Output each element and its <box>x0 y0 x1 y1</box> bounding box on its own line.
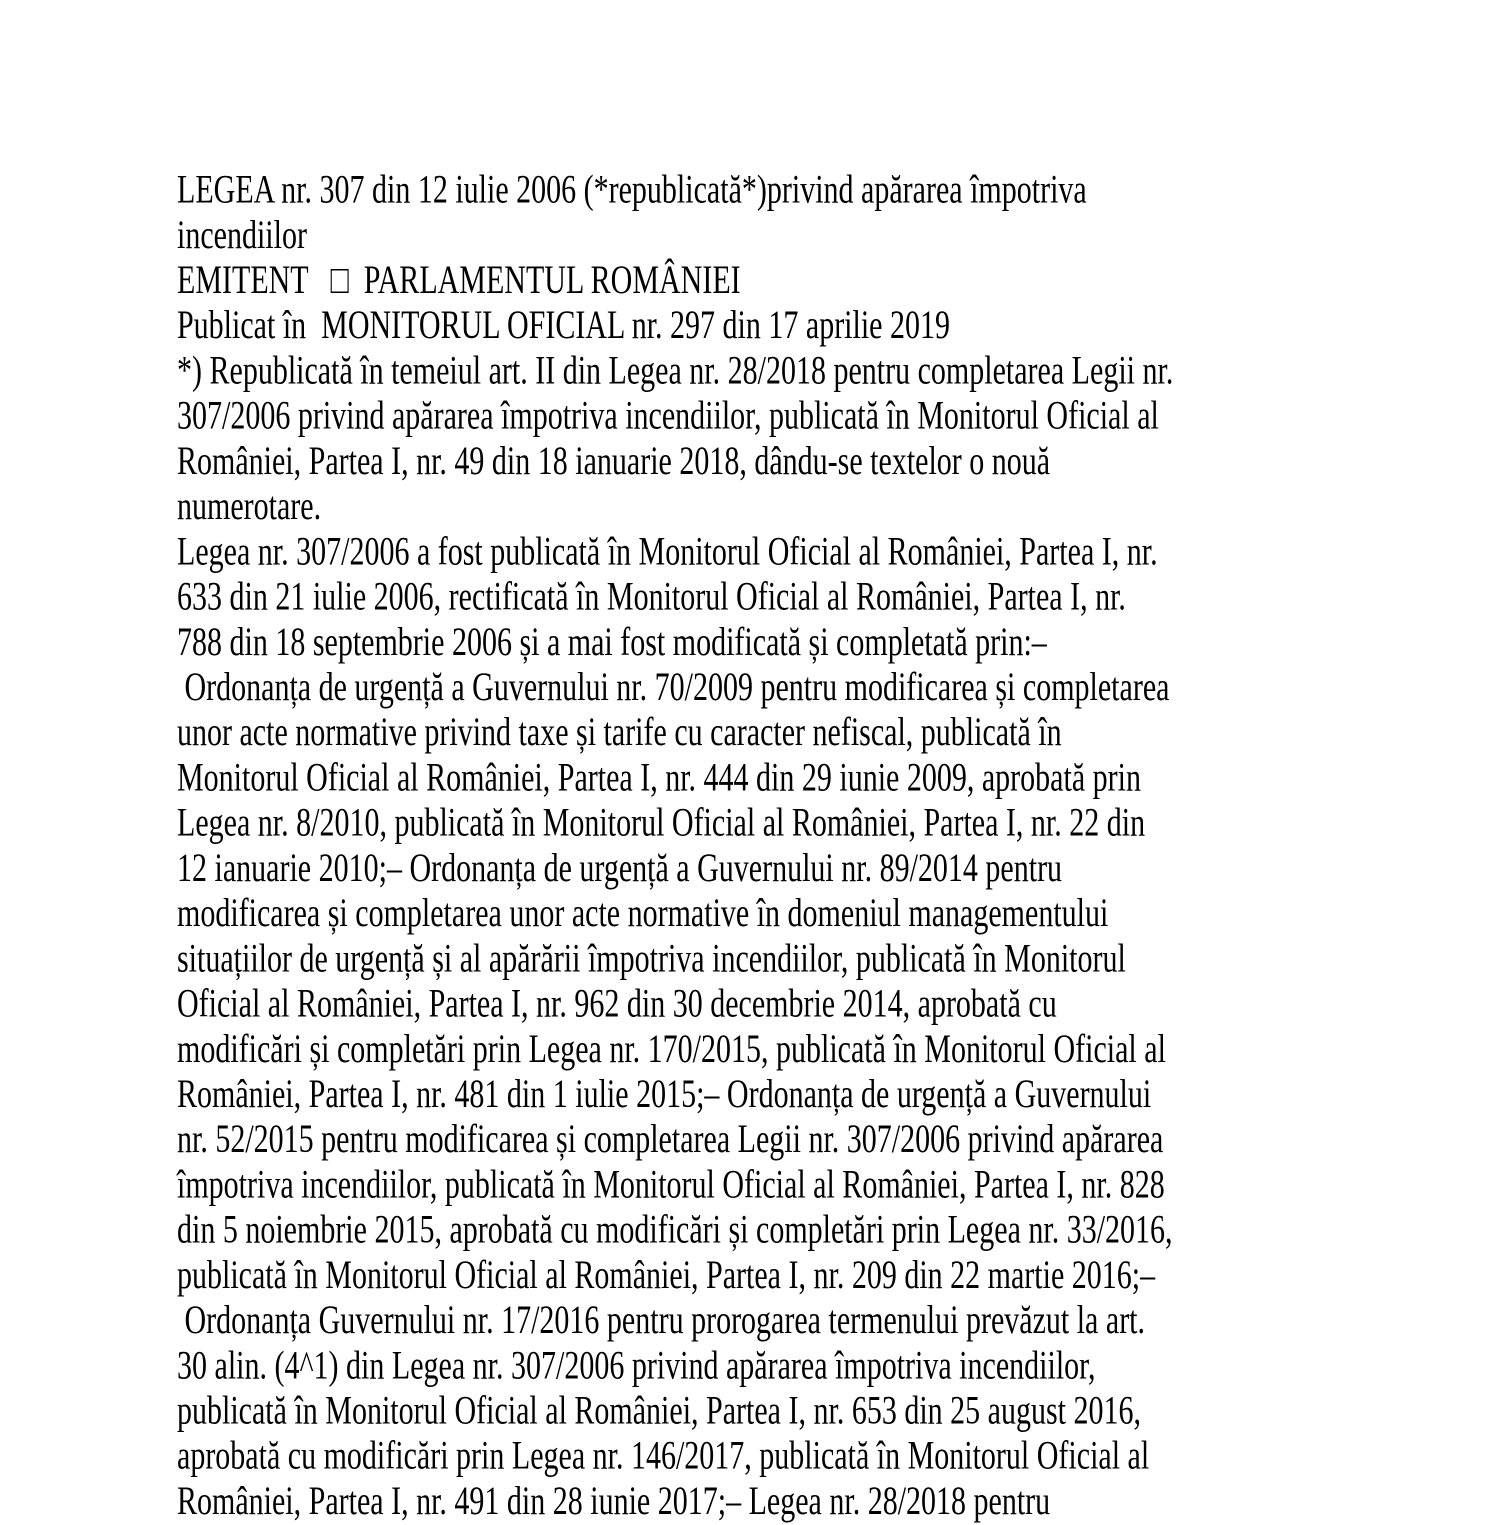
text-line: Ordonanța de urgență a Guvernului nr. 70/2009 pentru modificarea și completarea <box>177 665 1170 710</box>
text-line: 633 din 21 iulie 2006, rectificată în Monitorul Oficial al României, Partea I, nr. <box>177 574 1126 619</box>
text-line: incendiilor <box>177 213 307 258</box>
text-line: publicată în Monitorul Oficial al României, Partea I, nr. 653 din 25 august 2016, <box>177 1388 1141 1433</box>
text-line: Legea nr. 307/2006 a fost publicată în Monitorul Oficial al României, Partea I, nr. <box>177 529 1158 574</box>
text-line: numerotare. <box>177 484 322 529</box>
text-line: Legea nr. 8/2010, publicată în Monitorul Oficial al României, Partea I, nr. 22 din <box>177 801 1146 845</box>
text-line: României, Partea I, nr. 49 din 18 ianuarie 2018, dându-se textelor o nouă <box>177 439 1051 484</box>
text-line: aprobată cu modificări prin Legea nr. 146/2017, publicată în Monitorul Oficial al <box>177 1434 1150 1479</box>
text-line: modificarea și completarea unor acte normative în domeniul managementului <box>177 891 1109 936</box>
text-line: LEGEA nr. 307 din 12 iulie 2006 (*republicată*)privind apărarea împotriva <box>177 168 1087 212</box>
text-line: 307/2006 privind apărarea împotriva incendiilor, publicată în Monitorul Oficial al <box>177 394 1159 438</box>
text-line: 788 din 18 septembrie 2006 și a mai fost modificată și completată prin:– <box>177 620 1047 665</box>
text-line: *) Republicată în temeiul art. II din Legea nr. 28/2018 pentru completarea Legii nr. <box>177 348 1174 393</box>
text-line: 30 alin. (4^1) din Legea nr. 307/2006 privind apărarea împotriva incendiilor, <box>177 1343 1096 1388</box>
text-line: nr. 52/2015 pentru modificarea și completarea Legii nr. 307/2006 privind apărarea <box>177 1117 1164 1162</box>
text-line: Oficial al României, Partea I, nr. 962 din 30 decembrie 2014, aprobată cu <box>177 981 1057 1026</box>
text-line: unor acte normative privind taxe și tarife cu caracter nefiscal, publicată în <box>177 710 1062 755</box>
text-line: Ordonanța Guvernului nr. 17/2016 pentru prorogarea termenului prevăzut la art. <box>177 1298 1146 1343</box>
text-line: situațiilor de urgență și al apărării împotriva incendiilor, publicată în Monitorul <box>177 936 1126 981</box>
text-line: din 5 noiembrie 2015, aprobată cu modificări și completări prin Legea nr. 33/2016, <box>177 1208 1173 1252</box>
text-line: publicată în Monitorul Oficial al României, Partea I, nr. 209 din 22 martie 2016;– <box>177 1253 1156 1298</box>
text-line: 12 ianuarie 2010;– Ordonanța de urgență a Guvernului nr. 89/2014 pentru <box>177 846 1063 891</box>
text-line: Publicat în MONITORUL OFICIAL nr. 297 din 17 aprilie 2019 <box>177 303 950 348</box>
text-line: modificări și completări prin Legea nr. 170/2015, publicată în Monitorul Oficial al <box>177 1027 1166 1072</box>
text-line-emitent: EMITENT □ PARLAMENTUL ROMÂNIEI <box>177 258 741 303</box>
text-line: Monitorul Oficial al României, Partea I, nr. 444 din 29 iunie 2009, aprobată prin <box>177 755 1141 800</box>
text-line: împotriva incendiilor, publicată în Monitorul Oficial al României, Partea I, nr. 828 <box>177 1162 1165 1207</box>
text-line: României, Partea I, nr. 481 din 1 iulie 2015;– Ordonanța de urgență a Guvernului <box>177 1072 1152 1117</box>
text-line-cutoff: României, Partea I, nr. 491 din 28 iunie 2017;– Legea nr. 28/2018 pentru <box>177 1479 1051 1524</box>
document-text-block <box>177 168 1377 1525</box>
